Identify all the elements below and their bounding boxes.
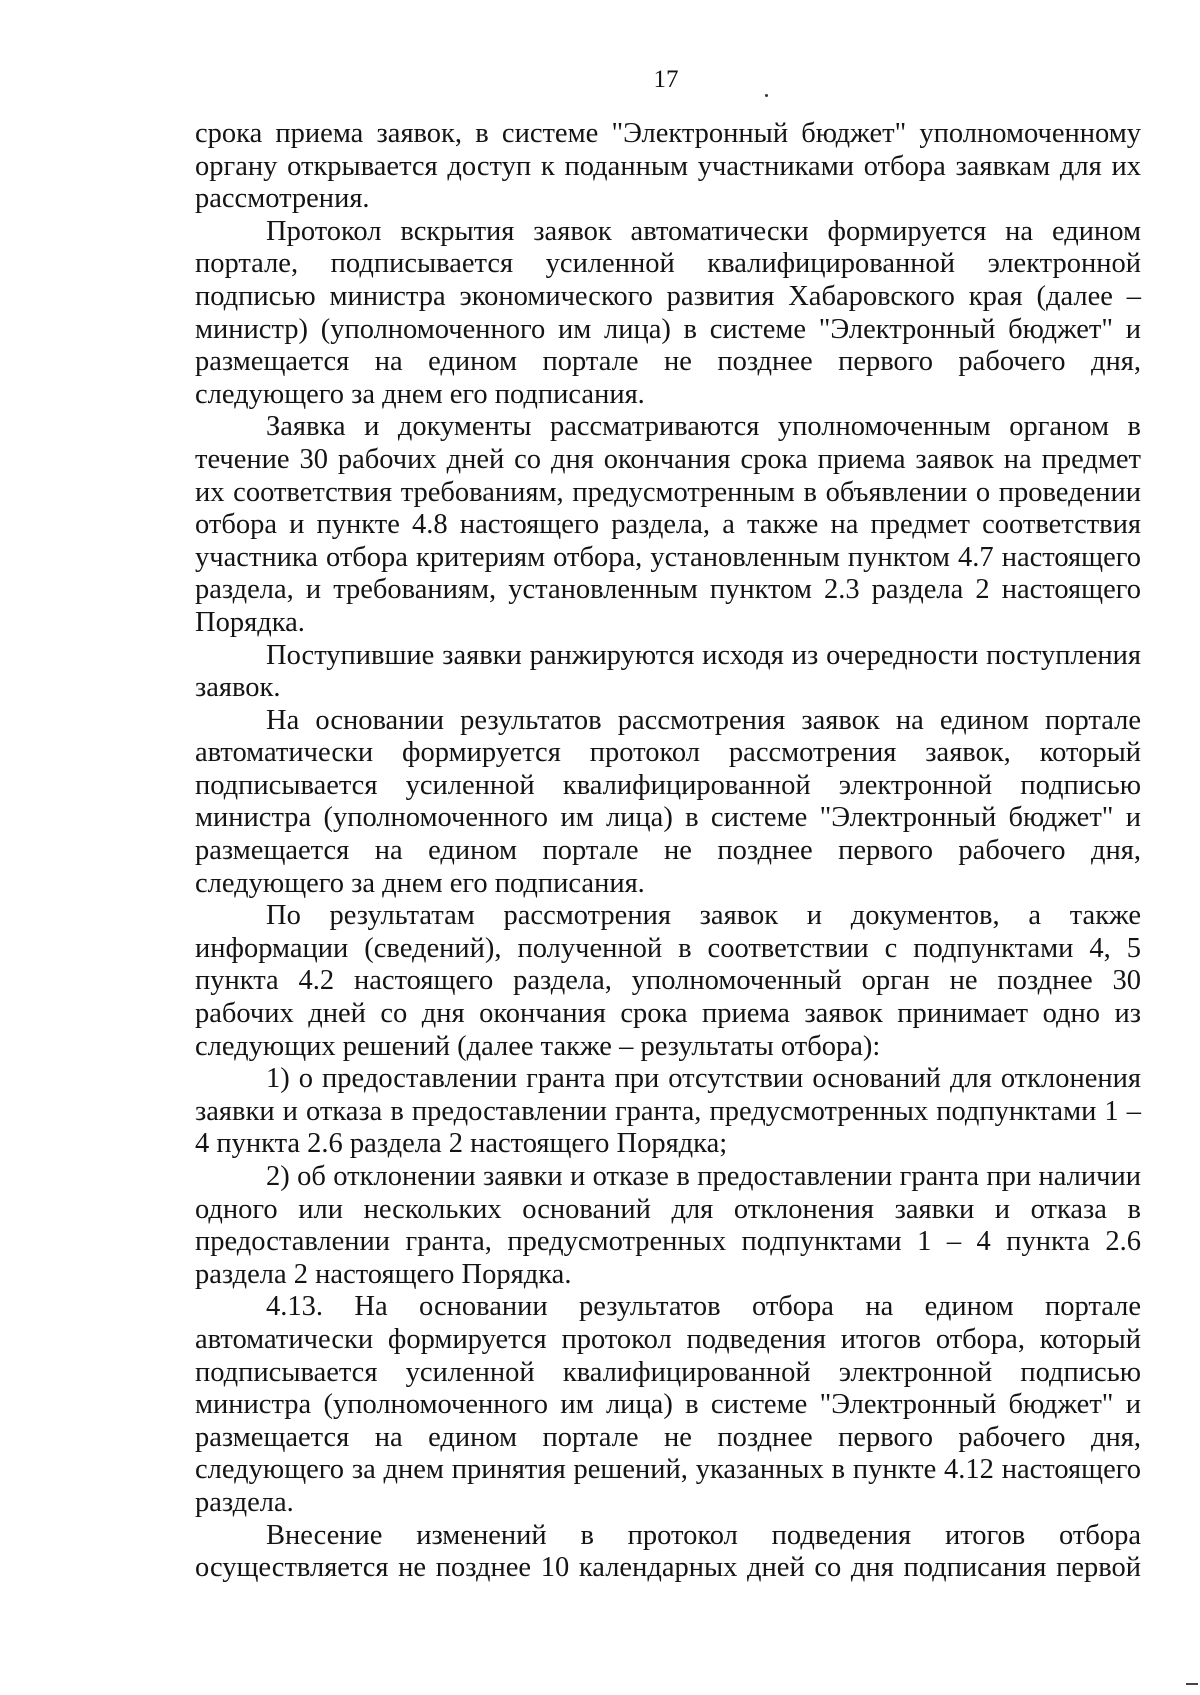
paragraph-review-terms: Заявка и документы рассматриваются уполномоченным органом в течение 30 рабочих дней со дня окончания срока приема заявок на предмет их соответствия требованиям, предусмотренным в объявлении о проведении отбора и пункте 4.8 настоящего раздела, а также на предмет соответствия участника отбора критериям отбора, установленным пунктом 4.7 настоящего раздела, и требованиям, установленным пунктом 2.3 раздела 2 настоящего Порядка. — [195, 411, 1141, 638]
scan-corner-mark — [1186, 1683, 1198, 1685]
paragraph-decision-1: 1) о предоставлении гранта при отсутствии оснований для отклонения заявки и отказа в предоставлении гранта, предусмотренных подпунктами 1 – 4 пункта 2.6 раздела 2 настоящего Порядка; — [195, 1063, 1141, 1160]
paragraph-decision-2: 2) об отклонении заявки и отказе в предоставлении гранта при наличии одного или нескольких оснований для отклонения заявки и отказа в предоставлении гранта, предусмотренных подпунктами 1 – 4 пункта 2.6 раздела 2 настоящего Порядка. — [195, 1161, 1141, 1290]
paragraph-decisions: По результатам рассмотрения заявок и документов, а также информации (сведений), полученной в соответствии с подпунктами 4, 5 пункта 4.2 настоящего раздела, уполномоченный орган не позднее 30 рабочих дней со дня окончания срока приема заявок принимает одно из следующих решений (далее также – результаты отбора): — [195, 900, 1141, 1062]
paragraph-amendments: Внесение изменений в протокол подведения итогов отбора осуществляется не позднее 10 календарных дней со дня подписания первой — [195, 1519, 1141, 1584]
paragraph-opening-protocol: Протокол вскрытия заявок автоматически формируется на едином портале, подписывается усиленной квалифицированной электронной подписью министра экономического развития Хабаровского края (далее – министр) (уполномоченного им лица) в системе "Электронный бюджет" и размещается на едином портале не позднее первого рабочего дня, следующего за днем его подписания. — [195, 215, 1141, 410]
paragraph-ranking: Поступившие заявки ранжируются исходя из очередности поступления заявок. — [195, 639, 1141, 704]
paragraph-4-13: 4.13. На основании результатов отбора на едином портале автоматически формируется протокол подведения итогов отбора, который подписывается усиленной квалифицированной электронной подписью министра (уполномоченного им лица) в системе "Электронный бюджет" и размещается на едином портале не позднее первого рабочего дня, следующего за днем принятия решений, указанных в пункте 4.12 настоящего раздела. — [195, 1291, 1141, 1518]
document-body — [195, 118, 1141, 1585]
paragraph-continuation: срока приема заявок, в системе "Электронный бюджет" уполномоченному органу открывается доступ к поданным участниками отбора заявкам для их рассмотрения. — [195, 118, 1141, 215]
scan-speck — [765, 94, 768, 97]
paragraph-review-protocol: На основании результатов рассмотрения заявок на едином портале автоматически формируется протокол рассмотрения заявок, который подписывается усиленной квалифицированной электронной подписью министра (уполномоченного им лица) в системе "Электронный бюджет" и размещается на едином портале не позднее первого рабочего дня, следующего за днем его подписания. — [195, 704, 1141, 899]
page-number: 17 — [653, 66, 679, 93]
